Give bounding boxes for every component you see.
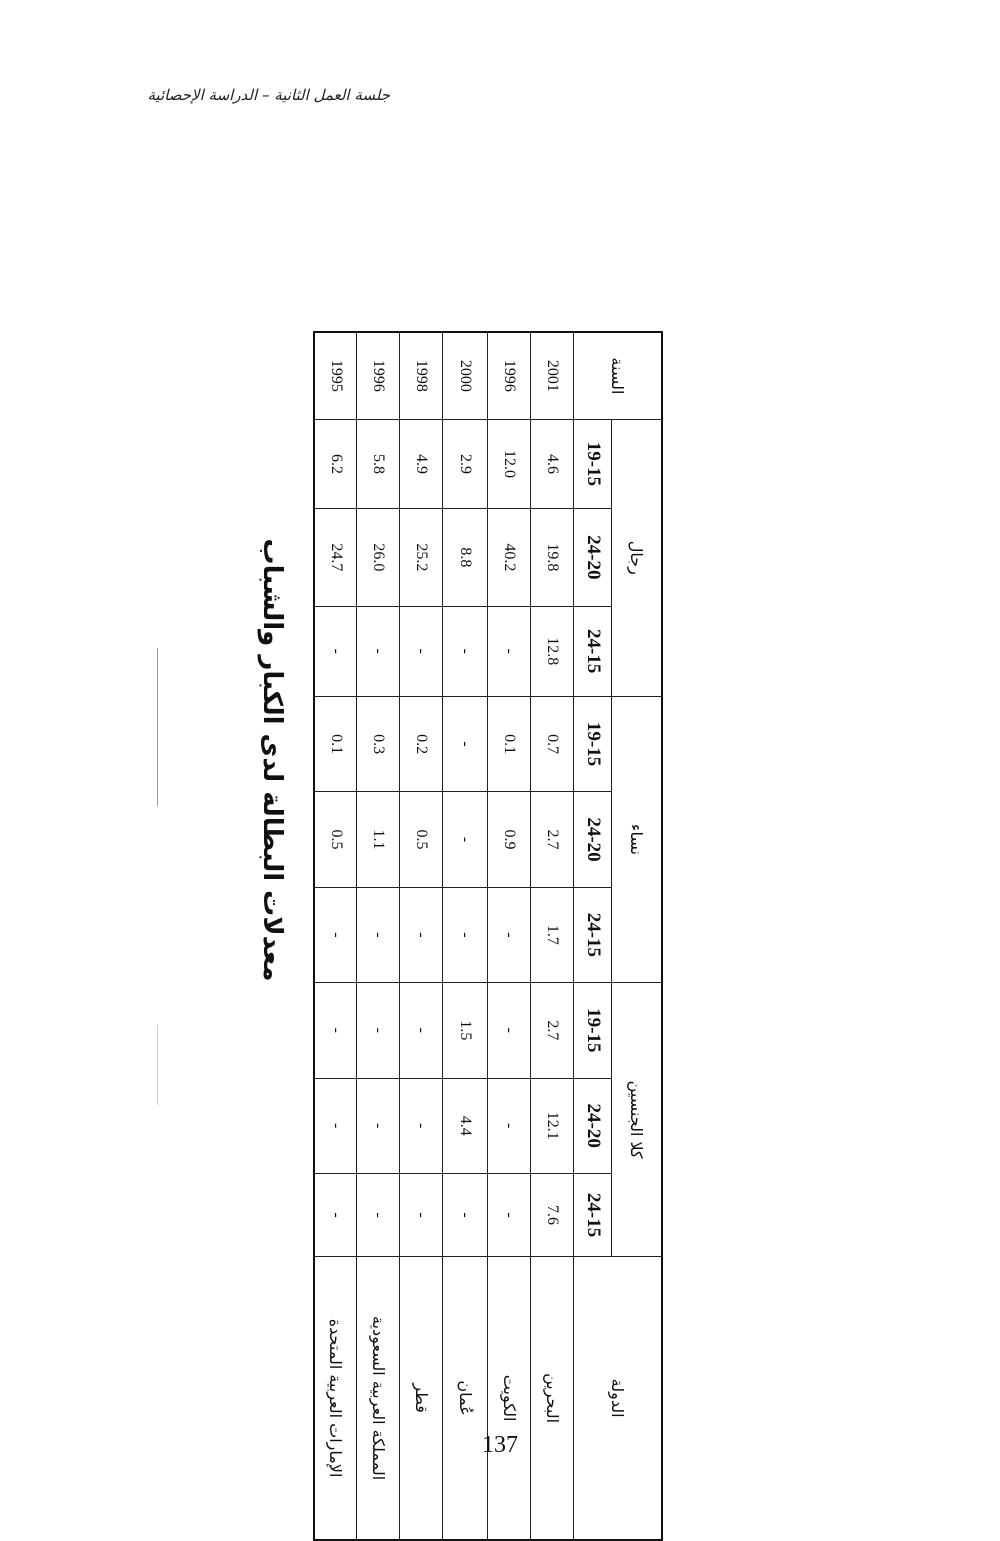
age-header: 19-15 <box>574 983 612 1078</box>
country-cell: الكويت <box>488 1257 531 1540</box>
both-value-cell: - <box>314 1078 357 1173</box>
women-value-cell: 0.3 <box>357 696 400 791</box>
women-value-cell: - <box>314 887 357 982</box>
age-header: 24-20 <box>574 509 612 606</box>
group-header-both: كلا الجنسين <box>612 983 662 1257</box>
men-value-cell: - <box>357 606 400 696</box>
men-value-cell: 40.2 <box>488 509 531 606</box>
table-row <box>531 332 574 1540</box>
both-value-cell: - <box>443 1173 488 1256</box>
age-header: 19-15 <box>574 419 612 508</box>
both-value-cell: - <box>488 1173 531 1256</box>
both-value-cell: - <box>400 983 443 1078</box>
both-value-cell: - <box>357 983 400 1078</box>
page-number: 137 <box>482 1432 518 1458</box>
year-cell: 1996 <box>488 332 531 419</box>
men-value-cell: - <box>314 606 357 696</box>
women-value-cell: 2.7 <box>531 792 574 887</box>
both-value-cell: 2.7 <box>531 983 574 1078</box>
men-value-cell: 4.9 <box>400 419 443 508</box>
women-value-cell: - <box>357 887 400 982</box>
table-title: معدلات البطالة لدى الكبار والشباب <box>257 538 287 982</box>
group-header-women: نساء <box>612 696 662 982</box>
table-row <box>488 332 531 1540</box>
men-value-cell: 12.0 <box>488 419 531 508</box>
both-value-cell: - <box>314 983 357 1078</box>
women-value-cell: 0.1 <box>314 696 357 791</box>
year-cell: 2001 <box>531 332 574 419</box>
group-header-men: رجال <box>612 419 662 696</box>
table-row <box>443 332 488 1540</box>
scan-mark <box>157 648 158 806</box>
men-value-cell: - <box>400 606 443 696</box>
both-value-cell: 4.4 <box>443 1078 488 1173</box>
unemployment-table <box>313 331 663 1541</box>
men-value-cell: - <box>488 606 531 696</box>
country-cell: المملكة العربية السعودية <box>357 1257 400 1540</box>
age-header: 24-15 <box>574 606 612 696</box>
both-value-cell: - <box>357 1173 400 1256</box>
age-header: 24-20 <box>574 1078 612 1173</box>
women-value-cell: 0.5 <box>400 792 443 887</box>
country-header: الدولة <box>574 1257 662 1540</box>
table-row <box>314 332 357 1540</box>
both-value-cell: - <box>357 1078 400 1173</box>
age-header: 24-15 <box>574 1173 612 1256</box>
men-value-cell: 8.8 <box>443 509 488 606</box>
country-cell: الإمارات العربية المتحدة <box>314 1257 357 1540</box>
both-value-cell: - <box>400 1078 443 1173</box>
women-value-cell: - <box>443 696 488 791</box>
women-value-cell: 1.7 <box>531 887 574 982</box>
both-value-cell: - <box>488 983 531 1078</box>
scan-mark <box>157 1025 158 1105</box>
both-value-cell: - <box>314 1173 357 1256</box>
age-header: 24-20 <box>574 792 612 887</box>
year-cell: 1998 <box>400 332 443 419</box>
year-cell: 2000 <box>443 332 488 419</box>
women-value-cell: - <box>488 887 531 982</box>
table-row <box>400 332 443 1540</box>
men-value-cell: 2.9 <box>443 419 488 508</box>
men-value-cell: - <box>443 606 488 696</box>
women-value-cell: - <box>443 887 488 982</box>
women-value-cell: 0.9 <box>488 792 531 887</box>
men-value-cell: 19.8 <box>531 509 574 606</box>
country-cell: قطر <box>400 1257 443 1540</box>
women-value-cell: 0.1 <box>488 696 531 791</box>
men-value-cell: 5.8 <box>357 419 400 508</box>
both-value-cell: - <box>400 1173 443 1256</box>
both-value-cell: - <box>488 1078 531 1173</box>
women-value-cell: - <box>443 792 488 887</box>
both-value-cell: 12.1 <box>531 1078 574 1173</box>
women-value-cell: 1.1 <box>357 792 400 887</box>
age-header: 19-15 <box>574 696 612 791</box>
country-cell: البحرين <box>531 1257 574 1540</box>
men-value-cell: 4.6 <box>531 419 574 508</box>
year-header: السنة <box>574 332 662 419</box>
country-cell: عُمان <box>443 1257 488 1540</box>
table-container <box>319 331 663 1541</box>
men-value-cell: 6.2 <box>314 419 357 508</box>
women-value-cell: 0.2 <box>400 696 443 791</box>
both-value-cell: 1.5 <box>443 983 488 1078</box>
header-row-groups <box>612 332 662 1540</box>
age-header: 24-15 <box>574 887 612 982</box>
men-value-cell: 26.0 <box>357 509 400 606</box>
women-value-cell: - <box>400 887 443 982</box>
both-value-cell: 7.6 <box>531 1173 574 1256</box>
men-value-cell: 12.8 <box>531 606 574 696</box>
table-row <box>357 332 400 1540</box>
year-cell: 1996 <box>357 332 400 419</box>
running-head: جلسة العمل الثانية – الدراسة الإحصائية <box>147 86 390 104</box>
women-value-cell: 0.7 <box>531 696 574 791</box>
women-value-cell: 0.5 <box>314 792 357 887</box>
men-value-cell: 25.2 <box>400 509 443 606</box>
men-value-cell: 24.7 <box>314 509 357 606</box>
year-cell: 1995 <box>314 332 357 419</box>
